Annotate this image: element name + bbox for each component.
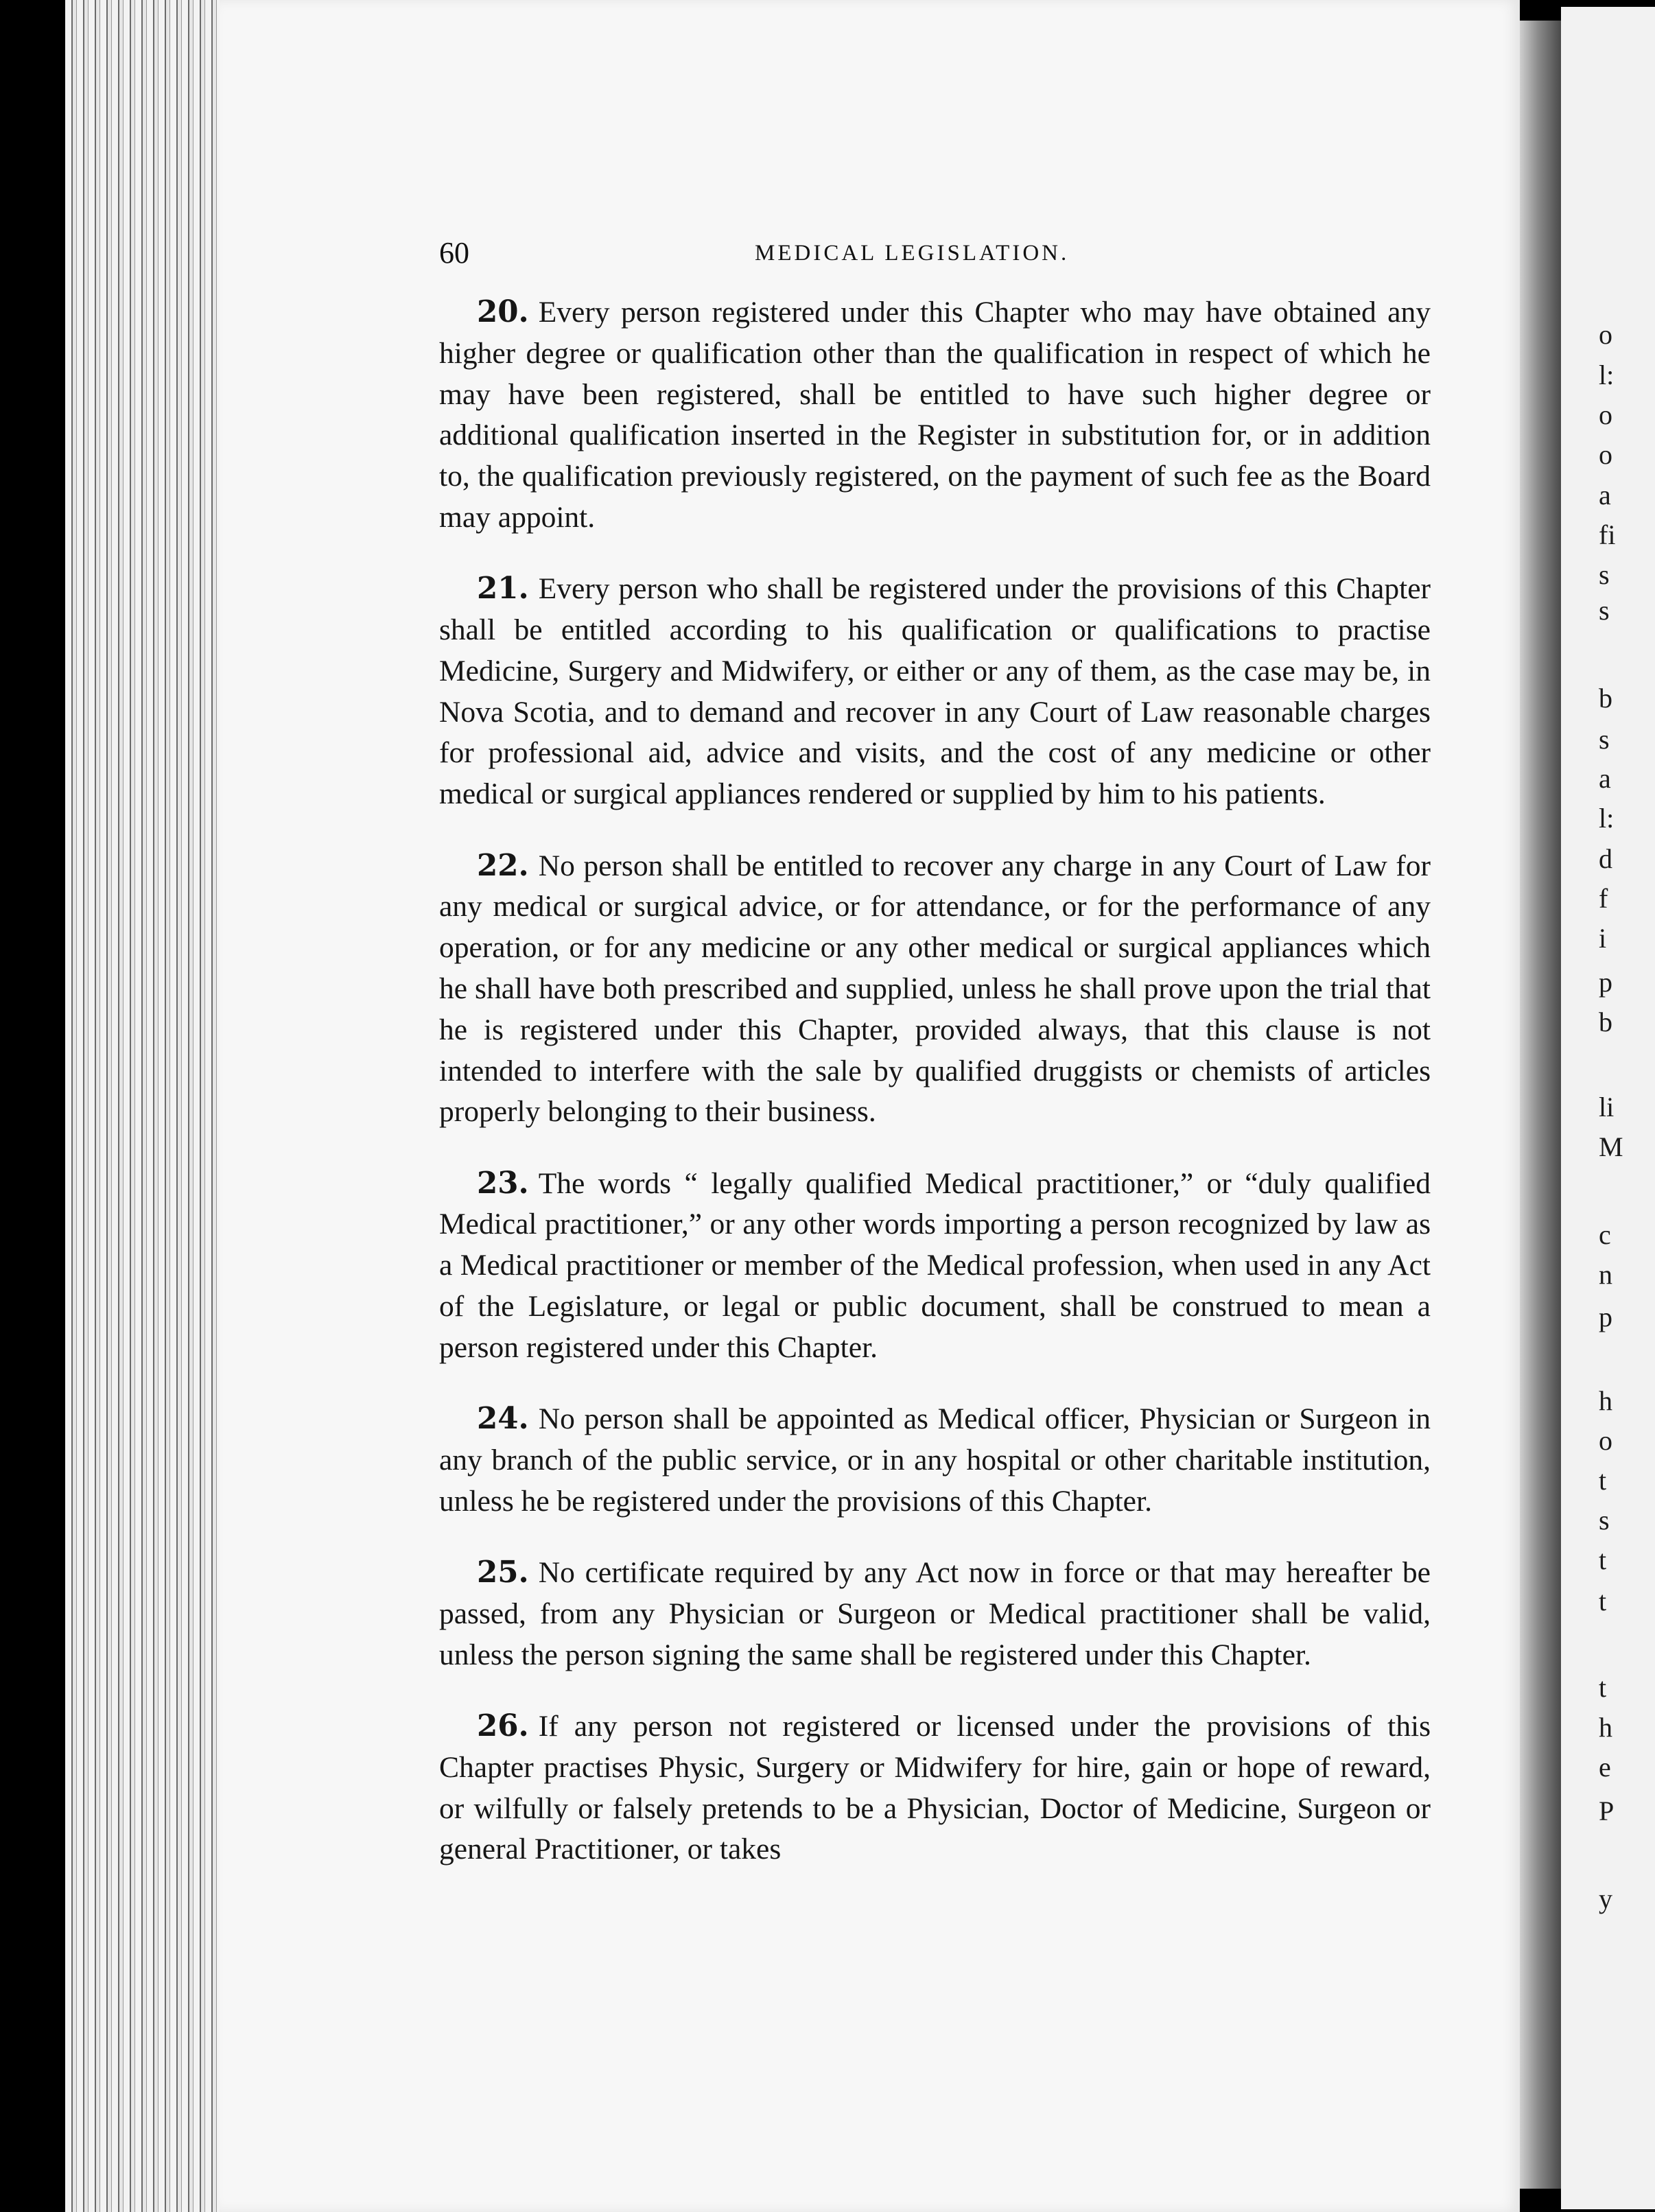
running-head — [439, 235, 1431, 276]
facing-page-fragment: b — [1599, 1007, 1612, 1037]
section-22 — [439, 845, 1431, 1133]
section-text: If any person not registered or licensed under the provisions of this Chapter practises Physic, Surgery or Midwifery for hire, gain or hope of reward, or wilfully or falsely pretends to be a Physician, Doctor of Medicine, Surgeon or general Practitioner, or takes — [439, 1709, 1431, 1866]
section-24 — [439, 1398, 1431, 1522]
section-number: 21. — [477, 571, 529, 607]
facing-page-fragment: o — [1599, 399, 1612, 430]
section-number: 24. — [477, 1401, 529, 1437]
facing-page-fragment: M — [1599, 1131, 1623, 1162]
facing-page-fragment: fi — [1599, 519, 1616, 550]
facing-page-fragment: n — [1599, 1259, 1612, 1290]
section-number: 22. — [477, 847, 529, 883]
facing-page-fragment: s — [1599, 724, 1610, 755]
body-text — [439, 292, 1431, 1875]
facing-page-fragment: f — [1599, 883, 1608, 914]
section-21 — [439, 568, 1431, 815]
section-number: 20. — [477, 294, 529, 329]
facing-page-fragment: o — [1599, 1425, 1612, 1456]
facing-page-fragment: a — [1599, 480, 1611, 510]
section-20 — [439, 292, 1431, 539]
facing-page-fragment: l: — [1599, 803, 1615, 834]
section-number: 26. — [477, 1708, 529, 1743]
facing-page-fragment: e — [1599, 1752, 1611, 1782]
page-edge-stack — [65, 0, 223, 2212]
facing-page-fragment: p — [1599, 1302, 1612, 1332]
facing-page-fragment: s — [1599, 1505, 1610, 1536]
section-text: The words “ legally qualified Medical practitioner,” or “duly qualified Medical practitioner,” or any other words importing a person recognized by law as a Medical practitioner or member of the Medical profession, when used in any Act of the Legislature, or legal or public document, shall be construed to mean a person registered under this Chapter. — [439, 1166, 1431, 1364]
section-text: No certificate required by any Act now in force or that may hereafter be passed, from any Physician or Surgeon or Medical practitioner shall be valid, unless the person signing the same shall be registered under this Chapter. — [439, 1556, 1431, 1671]
facing-page-fragment: h — [1599, 1712, 1612, 1743]
section-number: 25. — [477, 1555, 529, 1590]
section-23 — [439, 1163, 1431, 1369]
page-title: MEDICAL LEGISLATION. — [755, 241, 1070, 266]
section-number: 23. — [477, 1165, 529, 1201]
facing-page-fragment: t — [1599, 1586, 1607, 1616]
section-text: No person shall be entitled to recover any charge in any Court of Law for any medical or surgical advice, or for attendance, or for the performance of any operation, or for any medicine or any other medical or surgical appliances which he shall have both prescribed and supplied, unless he shall prove upon the trial that he is registered under this Chapter, provided always, that this clause is not intended to interfere with the sale by qualified druggists or chemists of articles properly belonging to their business. — [439, 849, 1431, 1129]
facing-page-fragment: s — [1599, 559, 1610, 590]
facing-page-fragment: d — [1599, 843, 1612, 874]
section-25 — [439, 1552, 1431, 1675]
facing-page-fragment: y — [1599, 1883, 1612, 1914]
facing-page-fragment: c — [1599, 1219, 1611, 1250]
facing-page-fragment: i — [1599, 923, 1607, 954]
facing-page-fragment: b — [1599, 683, 1612, 714]
facing-page-fragment: P — [1599, 1796, 1615, 1826]
section-text: Every person who shall be registered under the provisions of this Chapter shall be entitled according to his qualification or qualifications to practise Medicine, Surgery and Midwifery, or either or any of them, as the case may be, in Nova Scotia, and to demand and recover in any Court of Law reasonable charges for professional aid, advice and visits, and the cost of any medicine or other medical or surgical appliances rendered or supplied by him to his patients. — [439, 572, 1431, 811]
page-number: 60 — [439, 236, 469, 270]
facing-page-fragment: o — [1599, 439, 1612, 470]
facing-page-fragment: t — [1599, 1672, 1607, 1703]
section-text: No person shall be appointed as Medical officer, Physician or Surgeon in any branch of the public service, or in any hospital or other charitable institution, unless he be registered under the provisions of this Chapter. — [439, 1402, 1431, 1518]
facing-page-fragment: l: — [1599, 360, 1615, 390]
facing-page-fragment: h — [1599, 1385, 1612, 1416]
facing-page-fragment: p — [1599, 967, 1612, 998]
facing-page-fragment: t — [1599, 1544, 1607, 1575]
facing-page-fragment: a — [1599, 763, 1611, 794]
facing-page-fragment: s — [1599, 595, 1610, 626]
facing-page-fragment: li — [1599, 1092, 1615, 1122]
facing-page-fragment: t — [1599, 1465, 1607, 1496]
section-text: Every person registered under this Chapter who may have obtained any higher degree or qualification other than the qualification in respect of which he may have been registered, shall be entitled to have such higher degree or additional qualification inserted in the Register in substitution for, or in addition to, the qualification previously registered, on the payment of such fee as the Board may appoint. — [439, 296, 1431, 534]
facing-page-fragment: o — [1599, 319, 1612, 350]
binding-gutter — [1520, 21, 1561, 2189]
section-26 — [439, 1706, 1431, 1870]
